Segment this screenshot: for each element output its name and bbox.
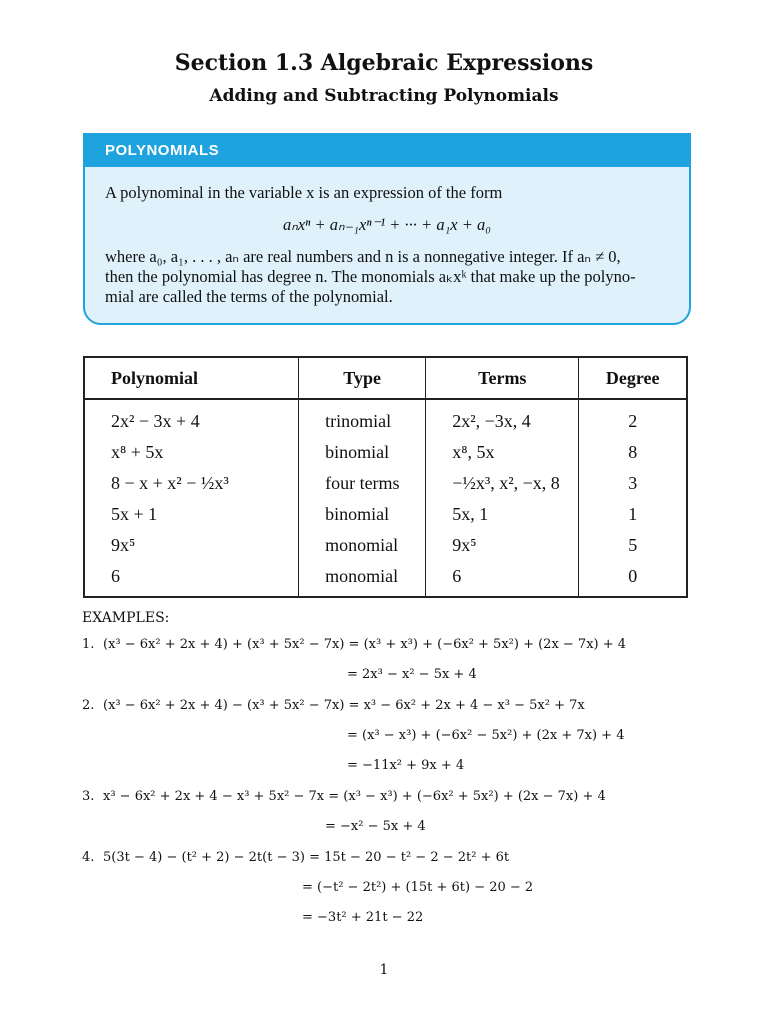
definition-heading: POLYNOMIALS: [85, 135, 689, 167]
example-line: = 2x³ − x² − 5x + 4: [347, 667, 477, 682]
definition-line: then the polynomial has degree n. The monomials aₖxᵏ that make up the polyno-: [105, 267, 636, 286]
example-line: 5(3t − 4) − (t² + 2) − 2t(t − 3) = 15t − 20 − t² − 2 − 2t² + 6t: [103, 850, 510, 865]
example-line: x³ − 6x² + 2x + 4 − x³ + 5x² − 7x = (x³ − x³) + (−6x² + 5x²) + (2x − 7x) + 4: [103, 789, 606, 804]
definition-paragraph: [105, 247, 675, 307]
table-row: [84, 437, 687, 468]
cell-polynomial: 5x + 1: [111, 504, 158, 524]
cell-degree: 0: [579, 561, 687, 597]
polynomials-definition-box: [83, 133, 691, 325]
page-number: 1: [379, 962, 389, 978]
definition-intro: A polynominal in the variable x is an expression of the form: [105, 183, 503, 202]
table-row: [84, 499, 687, 530]
cell-terms: 2x², −3x, 4: [426, 399, 579, 437]
example-line: (x³ − 6x² + 2x + 4) + (x³ + 5x² − 7x) = (x³ + x³) + (−6x² + 5x²) + (2x − 7x) + 4: [103, 637, 627, 652]
example-line: = −x² − 5x + 4: [325, 819, 426, 834]
cell-degree: 5: [579, 530, 687, 561]
cell-polynomial: 2x² − 3x + 4: [111, 411, 200, 431]
cell-terms: 6: [426, 561, 579, 597]
example-line: = −3t² + 21t − 22: [302, 910, 424, 925]
page-title: Section 1.3 Algebraic Expressions: [174, 50, 594, 76]
cell-terms: 5x, 1: [426, 499, 579, 530]
example-number: 2.: [82, 698, 95, 713]
example-number: 1.: [82, 637, 95, 652]
table-row: [84, 399, 687, 437]
example-line: = (−t² − 2t²) + (15t + 6t) − 20 − 2: [302, 880, 534, 895]
cell-polynomial: 8 − x + x² − ½x³: [111, 473, 229, 493]
example-number: 3.: [82, 789, 95, 804]
cell-terms: −½x³, x², −x, 8: [426, 468, 579, 499]
cell-polynomial: 6: [111, 566, 120, 586]
polynomial-table: [83, 356, 688, 598]
cell-type: binomial: [299, 499, 426, 530]
example-line: = −11x² + 9x + 4: [347, 758, 465, 773]
cell-type: binomial: [299, 437, 426, 468]
header-type: Type: [299, 357, 426, 399]
table-row: [84, 530, 687, 561]
cell-degree: 8: [579, 437, 687, 468]
example-line: (x³ − 6x² + 2x + 4) − (x³ + 5x² − 7x) = x³ − 6x² + 2x + 4 − x³ − 5x² + 7x: [103, 698, 585, 713]
page-subtitle: Adding and Subtracting Polynomials: [209, 86, 559, 106]
cell-polynomial: x⁸ + 5x: [111, 442, 164, 462]
example-line: = (x³ − x³) + (−6x² − 5x²) + (2x + 7x) + 4: [347, 728, 625, 743]
cell-degree: 2: [579, 399, 687, 437]
cell-degree: 1: [579, 499, 687, 530]
header-terms: Terms: [426, 357, 579, 399]
cell-terms: 9x⁵: [426, 530, 579, 561]
definition-formula: aₙxⁿ + aₙ₋₁xⁿ⁻¹ + ··· + a₁x + a₀: [283, 215, 491, 234]
table-row: [84, 468, 687, 499]
cell-polynomial: 9x⁵: [111, 535, 136, 555]
header-degree: Degree: [579, 357, 687, 399]
header-polynomial: Polynomial: [84, 357, 299, 399]
cell-type: monomial: [299, 530, 426, 561]
cell-type: monomial: [299, 561, 426, 597]
table-header-row: [84, 357, 687, 399]
cell-type: four terms: [299, 468, 426, 499]
definition-line: where a₀, a₁, . . . , aₙ are real numbers and n is a nonnegative integer. If aₙ ≠ 0,: [105, 247, 621, 266]
example-number: 4.: [82, 850, 95, 865]
cell-terms: x⁸, 5x: [426, 437, 579, 468]
examples-title: EXAMPLES:: [82, 610, 170, 626]
definition-line: mial are called the terms of the polynomial.: [105, 287, 393, 306]
cell-degree: 3: [579, 468, 687, 499]
cell-type: trinomial: [299, 399, 426, 437]
table-row: [84, 561, 687, 597]
